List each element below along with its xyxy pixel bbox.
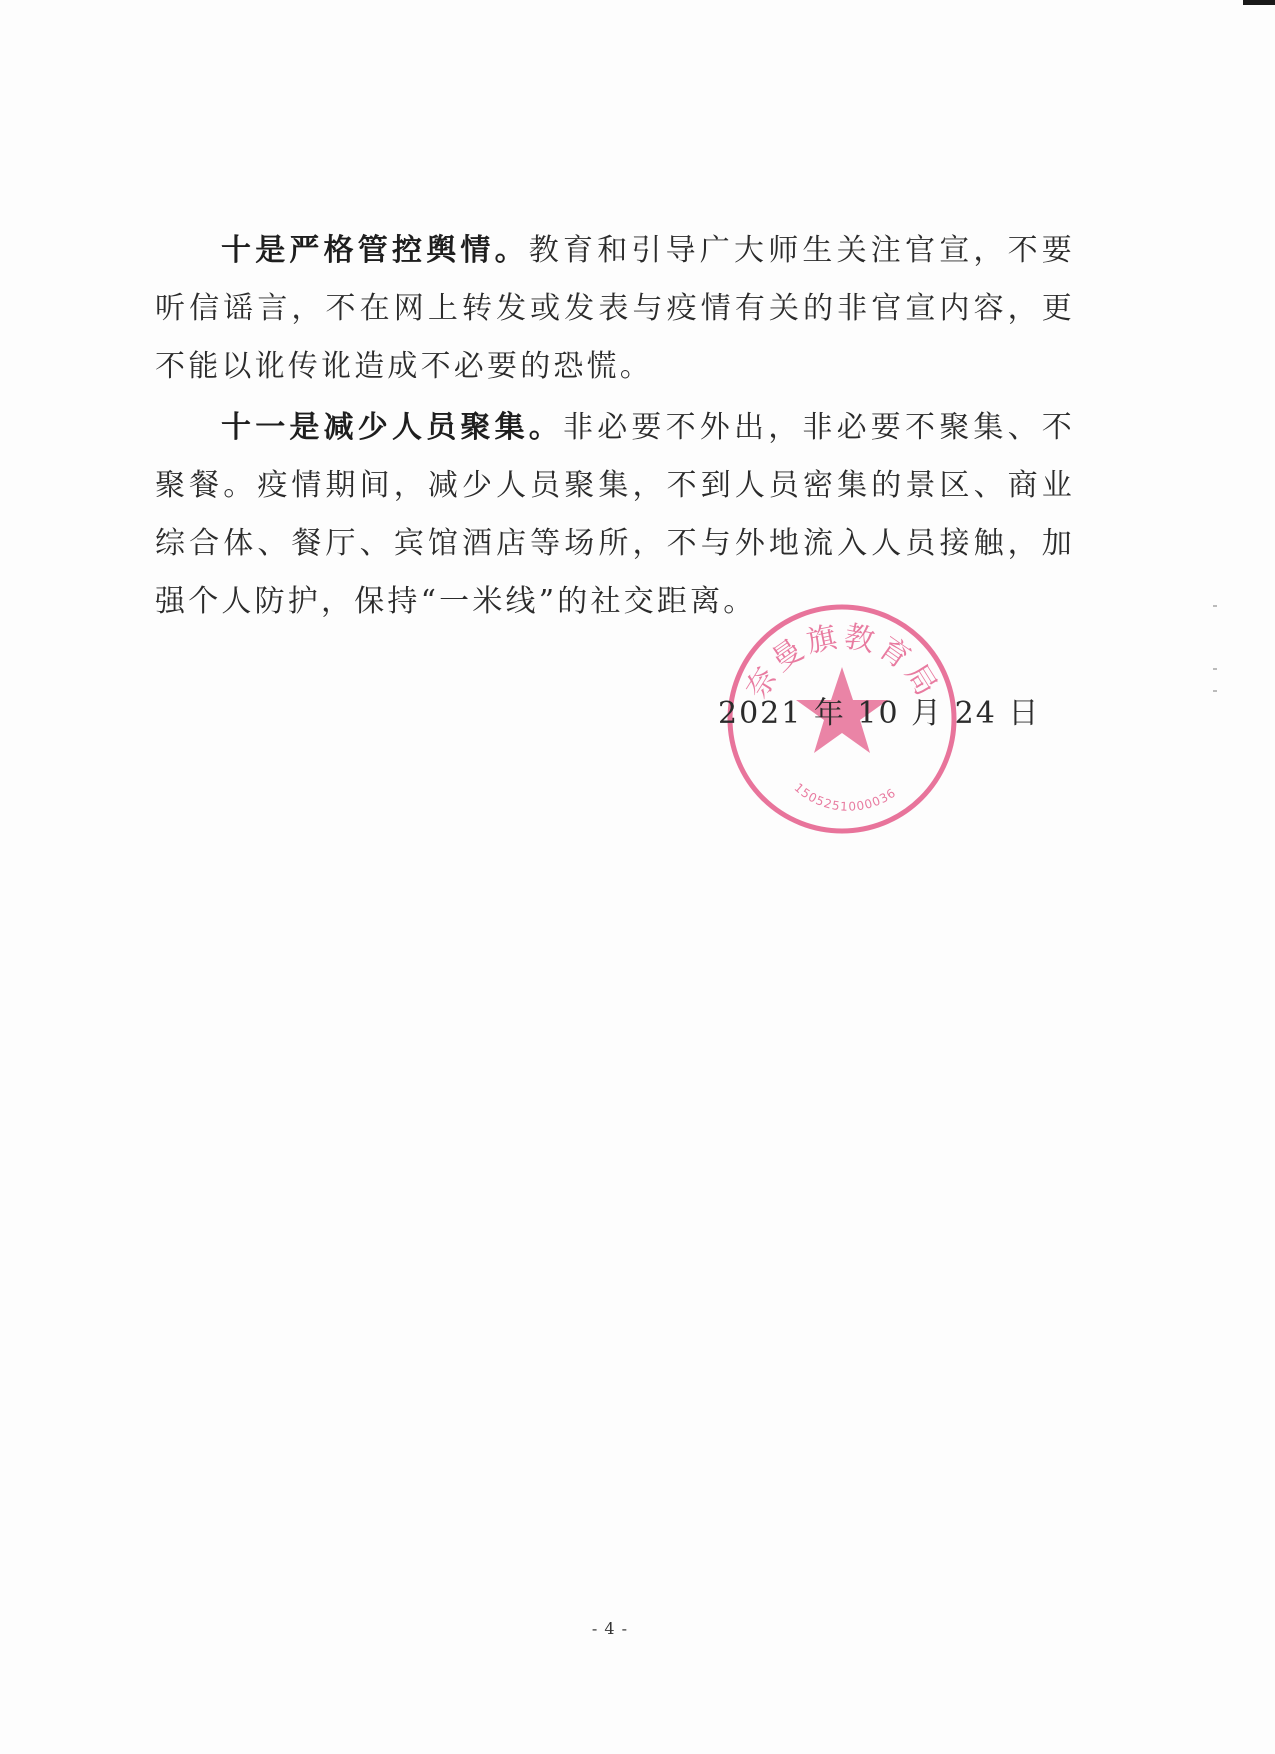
- seal-code-text: 1505251000036: [791, 780, 899, 814]
- paragraph-lead: 十一是减少人员聚集。: [221, 410, 563, 445]
- scan-artifact: [1213, 690, 1217, 692]
- paragraph-lead: 十是严格管控舆情。: [221, 233, 529, 268]
- scan-corner-mark: [1243, 0, 1275, 5]
- page-number: - 4 -: [591, 1619, 629, 1638]
- document-date: 2021 年 10 月 24 日: [718, 696, 1041, 731]
- scan-artifact: [1213, 605, 1217, 607]
- scan-artifact: [1213, 668, 1217, 670]
- seal-name-text: 奈曼旗教育局: [739, 619, 946, 706]
- paragraph-body: 非必要不外出，非必要不聚集、不聚餐。疫情期间，减少人员聚集，不到人员密集的景区、商业综合体、餐厅、宾馆酒店等场所，不与外地流入人员接触，加强个人防护，保持“一米线”的社交距离。: [155, 410, 1075, 619]
- paragraph-body: 教育和引导广大师生关注官宣，不要听信谣言，不在网上转发或发表与疫情有关的非官宣内容，更不能以讹传讹造成不必要的恐慌。: [155, 233, 1075, 384]
- paragraph-public-opinion: [155, 222, 1075, 396]
